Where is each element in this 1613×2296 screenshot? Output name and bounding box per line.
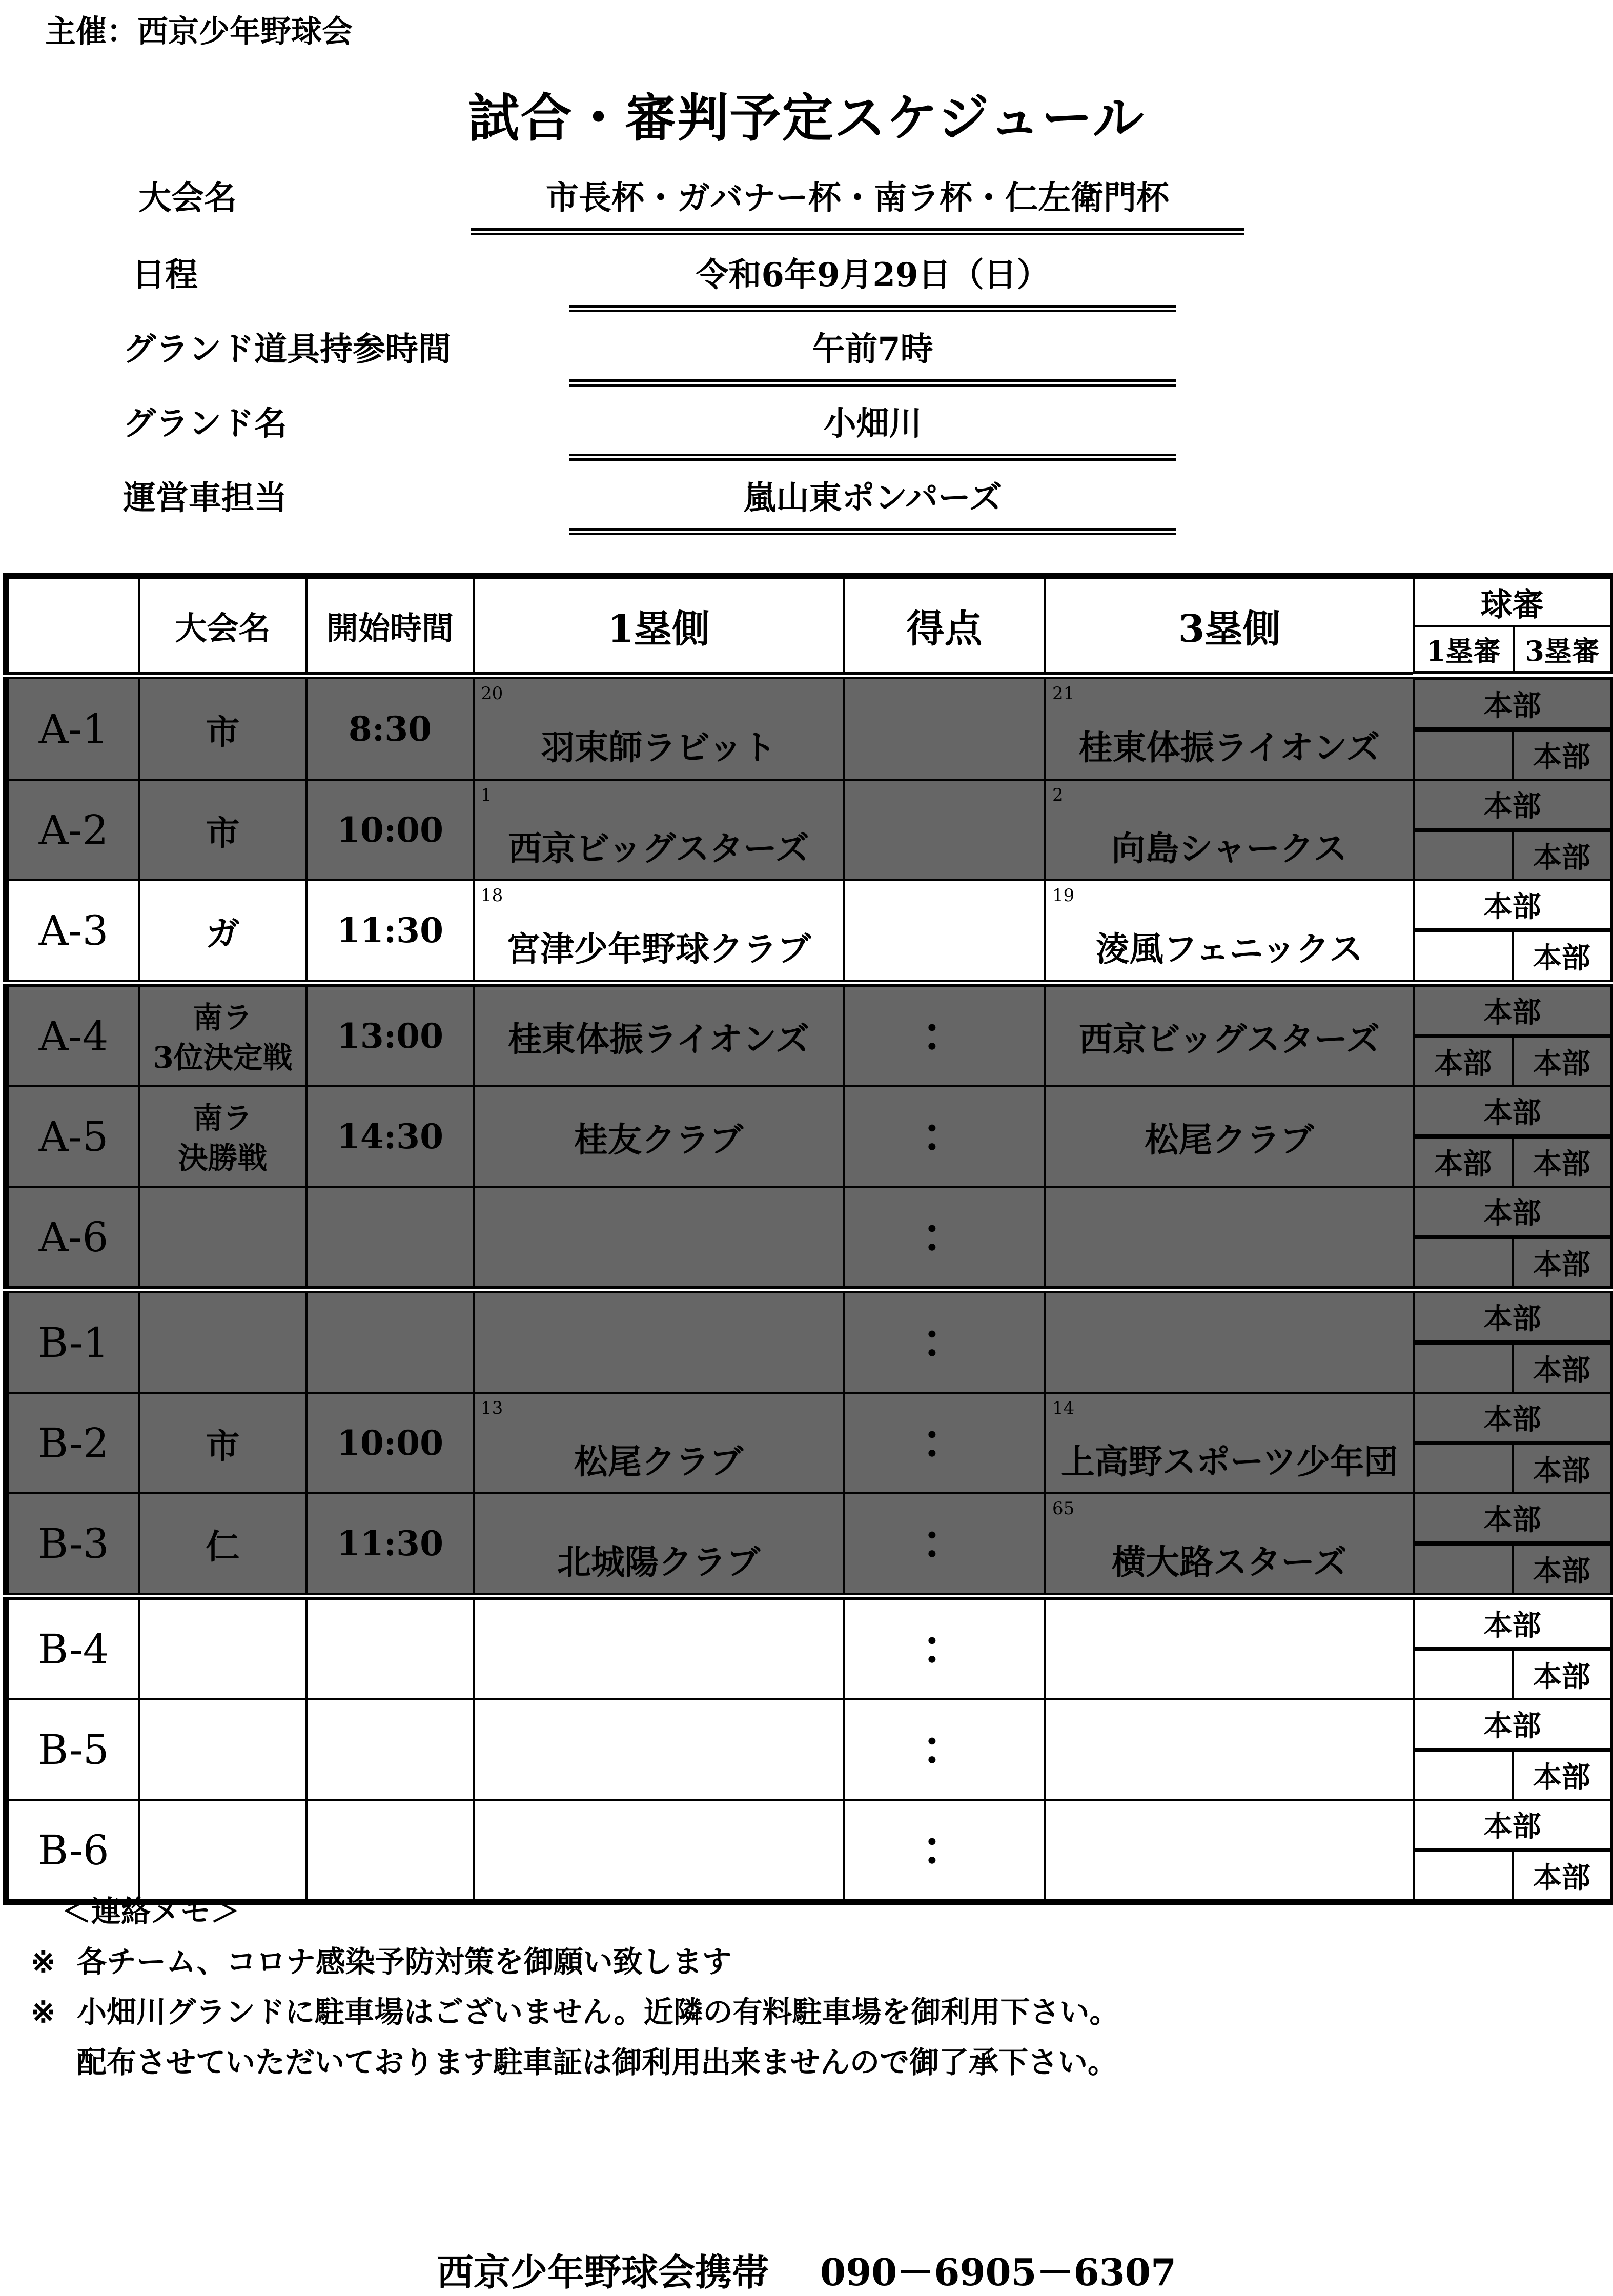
third-base-team-cell bbox=[1045, 1800, 1414, 1902]
team-name: 向島シャークス bbox=[1111, 828, 1347, 868]
memo-text: 小畑川グランドに駐車場はございません。近隣の有料駐車場を御利用下さい。 bbox=[77, 1995, 1119, 2029]
umpire-cell bbox=[1414, 1800, 1613, 1902]
third-base-team-cell bbox=[1045, 676, 1414, 780]
score-separator: ： bbox=[921, 1414, 968, 1469]
score-cell[interactable] bbox=[844, 1493, 1045, 1596]
tournament-abbrev: 市 bbox=[206, 712, 240, 752]
third-base-team-cell bbox=[1045, 1187, 1414, 1290]
tournament-abbrev: 市 bbox=[206, 812, 240, 853]
header-umpire-1b: 1塁審 bbox=[1414, 626, 1514, 676]
third-base-team-cell bbox=[1045, 1493, 1414, 1596]
first-base-umpire bbox=[1415, 932, 1514, 980]
game-code: B-6 bbox=[6, 1800, 139, 1902]
info-value-date: 令和6年9月29日（日） bbox=[569, 249, 1176, 312]
info-row-tournament bbox=[0, 172, 1613, 233]
umpire-cell bbox=[1414, 1290, 1613, 1393]
tournament-abbrev: ガ bbox=[206, 913, 240, 953]
game-code: A-1 bbox=[6, 676, 139, 780]
score-separator: ： bbox=[921, 1620, 968, 1675]
start-time bbox=[307, 1290, 474, 1393]
table-row bbox=[6, 1393, 1613, 1493]
first-base-umpire bbox=[1415, 1239, 1514, 1286]
start-time bbox=[307, 1596, 474, 1699]
info-value-equipment-time: 午前7時 bbox=[569, 323, 1176, 387]
team-name: 桂友クラブ bbox=[574, 1119, 743, 1160]
first-base-team-cell bbox=[474, 1290, 844, 1393]
plate-umpire: 本部 bbox=[1415, 881, 1610, 932]
tournament-cell bbox=[139, 983, 307, 1086]
info-value-vehicle: 嵐山東ポンパーズ bbox=[569, 472, 1176, 535]
third-base-umpire: 本部 bbox=[1533, 1147, 1590, 1181]
score-separator: ： bbox=[921, 1007, 968, 1062]
start-time: 8:30 bbox=[307, 676, 474, 780]
third-base-team-cell bbox=[1045, 880, 1414, 983]
header-score: 得点 bbox=[844, 576, 1045, 676]
first-base-team-cell bbox=[474, 1187, 844, 1290]
first-base-team-cell bbox=[474, 676, 844, 780]
seed-number: 14 bbox=[1052, 1398, 1075, 1418]
table-row bbox=[6, 1493, 1613, 1596]
round-label: 決勝戦 bbox=[178, 1141, 268, 1175]
memo-item bbox=[31, 2045, 1119, 2080]
start-time: 11:30 bbox=[307, 880, 474, 983]
footer-contact bbox=[0, 2243, 1613, 2296]
info-value-tournament: 市長杯・ガバナー杯・南ラ杯・仁左衛門杯 bbox=[471, 172, 1244, 235]
info-label: グランド道具持参時間 bbox=[123, 330, 451, 369]
score-cell[interactable] bbox=[844, 1699, 1045, 1800]
memo-text: 各チーム、コロナ感染予防対策を御願い致します bbox=[77, 1944, 732, 1979]
score-separator: ： bbox=[921, 1107, 968, 1162]
seed-number: 13 bbox=[481, 1398, 503, 1418]
start-time: 11:30 bbox=[307, 1493, 474, 1596]
seed-number: 1 bbox=[481, 785, 492, 805]
start-time bbox=[307, 1699, 474, 1800]
round-label: 3位決定戦 bbox=[153, 1040, 293, 1075]
game-code: B-5 bbox=[6, 1699, 139, 1800]
first-base-team-cell bbox=[474, 1086, 844, 1187]
start-time bbox=[307, 1187, 474, 1290]
tournament-cell bbox=[139, 1596, 307, 1699]
third-base-umpire: 本部 bbox=[1533, 1760, 1590, 1794]
team-name: 西京ビッグスターズ bbox=[1078, 1019, 1380, 1059]
third-base-team-cell bbox=[1045, 1393, 1414, 1493]
first-base-team-cell bbox=[474, 780, 844, 880]
table-row bbox=[6, 1187, 1613, 1290]
first-base-umpire bbox=[1415, 832, 1514, 879]
game-code: B-3 bbox=[6, 1493, 139, 1596]
tournament-cell bbox=[139, 1290, 307, 1393]
team-name: 淩風フェニックス bbox=[1095, 928, 1363, 969]
umpire-cell bbox=[1414, 1393, 1613, 1493]
tournament-abbrev: 南ラ bbox=[193, 1000, 253, 1035]
first-base-team-cell bbox=[474, 880, 844, 983]
game-code: B-2 bbox=[6, 1393, 139, 1493]
tournament-cell bbox=[139, 1187, 307, 1290]
tournament-cell bbox=[139, 1086, 307, 1187]
info-label: 日程 bbox=[132, 256, 198, 294]
umpire-cell bbox=[1414, 983, 1613, 1086]
plate-umpire: 本部 bbox=[1415, 1293, 1610, 1345]
plate-umpire: 本部 bbox=[1415, 1494, 1610, 1546]
third-base-umpire: 本部 bbox=[1533, 1248, 1590, 1282]
tournament-cell bbox=[139, 1493, 307, 1596]
first-base-umpire bbox=[1415, 1345, 1514, 1392]
third-base-umpire: 本部 bbox=[1533, 1454, 1590, 1488]
tournament-cell bbox=[139, 1800, 307, 1902]
team-name: 北城陽クラブ bbox=[557, 1541, 760, 1582]
umpire-cell bbox=[1414, 780, 1613, 880]
score-separator: ： bbox=[921, 1208, 968, 1263]
memo-section bbox=[31, 1894, 1119, 2098]
umpire-cell bbox=[1414, 1086, 1613, 1187]
first-base-umpire bbox=[1415, 1752, 1514, 1799]
score-cell[interactable] bbox=[844, 1086, 1045, 1187]
info-row-equipment-time bbox=[0, 323, 1613, 384]
game-code: A-5 bbox=[6, 1086, 139, 1187]
memo-title: ＜連絡メモ＞ bbox=[62, 1894, 240, 1929]
info-value-ground: 小畑川 bbox=[569, 397, 1176, 461]
plate-umpire: 本部 bbox=[1415, 781, 1610, 832]
tournament-abbrev: 仁 bbox=[206, 1526, 240, 1567]
score-cell[interactable] bbox=[844, 780, 1045, 880]
memo-item bbox=[31, 1944, 1119, 1979]
game-code: A-2 bbox=[6, 780, 139, 880]
game-code: A-6 bbox=[6, 1187, 139, 1290]
first-base-umpire bbox=[1415, 1445, 1514, 1492]
memo-text: 配布させていただいております駐車証は御利用出来ませんので御了承下さい。 bbox=[77, 2045, 1118, 2080]
first-base-team-cell bbox=[474, 1596, 844, 1699]
table-row bbox=[6, 1290, 1613, 1393]
table-row bbox=[6, 676, 1613, 780]
first-base-team-cell bbox=[474, 1699, 844, 1800]
third-base-team-cell bbox=[1045, 780, 1414, 880]
header-start-time: 開始時間 bbox=[307, 576, 474, 676]
footer-phone: 090－6905－6307 bbox=[820, 2250, 1177, 2294]
score-cell[interactable] bbox=[844, 1596, 1045, 1699]
team-name: 桂東体振ライオンズ bbox=[1078, 727, 1380, 767]
tournament-cell bbox=[139, 780, 307, 880]
team-name: 西京ビッグスターズ bbox=[508, 828, 809, 868]
tournament-cell bbox=[139, 1699, 307, 1800]
table-row bbox=[6, 1699, 1613, 1800]
score-separator: ： bbox=[921, 1514, 968, 1569]
table-row bbox=[6, 1596, 1613, 1699]
score-cell[interactable] bbox=[844, 1393, 1045, 1493]
score-cell[interactable] bbox=[844, 676, 1045, 780]
score-separator: ： bbox=[921, 1821, 968, 1876]
schedule-table bbox=[3, 573, 1613, 1905]
header-umpire: 球審 bbox=[1414, 576, 1613, 626]
header-first-base: 1塁側 bbox=[474, 576, 844, 676]
plate-umpire: 本部 bbox=[1415, 1087, 1610, 1139]
tournament-cell bbox=[139, 1393, 307, 1493]
first-base-team-cell bbox=[474, 1393, 844, 1493]
reference-mark-icon: ※ bbox=[31, 1995, 56, 2029]
sponsor-text: 主催：西京少年野球会 bbox=[45, 14, 353, 50]
third-base-team-cell bbox=[1045, 983, 1414, 1086]
team-name: 上高野スポーツ少年団 bbox=[1060, 1441, 1398, 1481]
third-base-umpire: 本部 bbox=[1533, 941, 1590, 975]
page-title: 試合・審判予定スケジュール bbox=[468, 88, 1145, 148]
plate-umpire: 本部 bbox=[1415, 1188, 1610, 1239]
first-base-umpire: 本部 bbox=[1415, 1038, 1514, 1085]
first-base-team-cell bbox=[474, 1493, 844, 1596]
seed-number: 21 bbox=[1052, 683, 1075, 704]
team-name: 松尾クラブ bbox=[574, 1441, 743, 1481]
third-base-umpire: 本部 bbox=[1533, 1660, 1590, 1694]
third-base-umpire: 本部 bbox=[1533, 1554, 1590, 1588]
third-base-umpire: 本部 bbox=[1533, 1861, 1590, 1895]
team-name: 松尾クラブ bbox=[1145, 1119, 1314, 1160]
umpire-cell bbox=[1414, 676, 1613, 780]
first-base-umpire bbox=[1415, 1852, 1514, 1899]
third-base-team-cell bbox=[1045, 1290, 1414, 1393]
first-base-team-cell bbox=[474, 1800, 844, 1902]
start-time: 10:00 bbox=[307, 780, 474, 880]
first-base-umpire bbox=[1415, 1546, 1514, 1593]
umpire-cell bbox=[1414, 1699, 1613, 1800]
start-time: 14:30 bbox=[307, 1086, 474, 1187]
header-code bbox=[6, 576, 139, 676]
score-cell[interactable] bbox=[844, 1187, 1045, 1290]
reference-mark-icon: ※ bbox=[31, 1944, 56, 1979]
umpire-cell bbox=[1414, 1187, 1613, 1290]
score-cell[interactable] bbox=[844, 880, 1045, 983]
score-cell[interactable] bbox=[844, 1290, 1045, 1393]
game-code: B-4 bbox=[6, 1596, 139, 1699]
third-base-umpire: 本部 bbox=[1533, 1353, 1590, 1387]
plate-umpire: 本部 bbox=[1415, 1394, 1610, 1445]
seed-number: 18 bbox=[481, 885, 503, 906]
game-code: A-4 bbox=[6, 983, 139, 1086]
score-separator: ： bbox=[921, 1313, 968, 1368]
team-name: 横大路スターズ bbox=[1112, 1541, 1347, 1582]
tournament-cell bbox=[139, 880, 307, 983]
start-time bbox=[307, 1800, 474, 1902]
start-time: 10:00 bbox=[307, 1393, 474, 1493]
memo-item bbox=[31, 1997, 1119, 2027]
table-row bbox=[6, 1800, 1613, 1902]
game-code: A-3 bbox=[6, 880, 139, 983]
table-row bbox=[6, 780, 1613, 880]
tournament-abbrev: 南ラ bbox=[193, 1100, 253, 1135]
start-time: 13:00 bbox=[307, 983, 474, 1086]
umpire-cell bbox=[1414, 1596, 1613, 1699]
umpire-cell bbox=[1414, 880, 1613, 983]
header-umpire-3b: 3塁審 bbox=[1514, 626, 1613, 676]
header-third-base: 3塁側 bbox=[1045, 576, 1414, 676]
seed-number: 19 bbox=[1052, 885, 1075, 906]
game-code: B-1 bbox=[6, 1290, 139, 1393]
seed-number: 2 bbox=[1052, 785, 1064, 805]
third-base-team-cell bbox=[1045, 1086, 1414, 1187]
info-label: グランド名 bbox=[123, 404, 287, 443]
plate-umpire: 本部 bbox=[1415, 1600, 1610, 1651]
team-name: 桂東体振ライオンズ bbox=[507, 1019, 810, 1059]
plate-umpire: 本部 bbox=[1415, 1700, 1610, 1752]
third-base-umpire: 本部 bbox=[1533, 841, 1590, 875]
seed-number: 65 bbox=[1052, 1498, 1075, 1519]
third-base-team-cell bbox=[1045, 1699, 1414, 1800]
info-row-vehicle bbox=[0, 472, 1613, 533]
table-row bbox=[6, 880, 1613, 983]
first-base-umpire bbox=[1415, 732, 1514, 779]
info-label: 運営車担当 bbox=[123, 479, 287, 517]
team-name: 宮津少年野球クラブ bbox=[506, 928, 811, 969]
third-base-team-cell bbox=[1045, 1596, 1414, 1699]
table-row bbox=[6, 983, 1613, 1086]
tournament-abbrev: 市 bbox=[206, 1426, 240, 1466]
umpire-cell bbox=[1414, 1493, 1613, 1596]
table-row bbox=[6, 1086, 1613, 1187]
tournament-cell bbox=[139, 676, 307, 780]
seed-number: 20 bbox=[481, 683, 503, 704]
info-row-ground bbox=[0, 397, 1613, 459]
plate-umpire: 本部 bbox=[1415, 987, 1610, 1038]
plate-umpire: 本部 bbox=[1415, 1801, 1610, 1852]
third-base-umpire: 本部 bbox=[1533, 1047, 1590, 1081]
plate-umpire: 本部 bbox=[1415, 680, 1610, 732]
team-name: 羽束師ラビット bbox=[541, 727, 777, 767]
first-base-team-cell bbox=[474, 983, 844, 1086]
info-row-date bbox=[0, 249, 1613, 310]
info-label: 大会名 bbox=[138, 179, 237, 217]
score-cell[interactable] bbox=[844, 983, 1045, 1086]
footer-label: 西京少年野球会携帯 bbox=[436, 2250, 769, 2294]
third-base-umpire: 本部 bbox=[1533, 740, 1590, 774]
first-base-umpire: 本部 bbox=[1415, 1139, 1514, 1186]
header-tournament: 大会名 bbox=[139, 576, 307, 676]
first-base-umpire bbox=[1415, 1651, 1514, 1698]
score-cell[interactable] bbox=[844, 1800, 1045, 1902]
score-separator: ： bbox=[921, 1720, 968, 1775]
